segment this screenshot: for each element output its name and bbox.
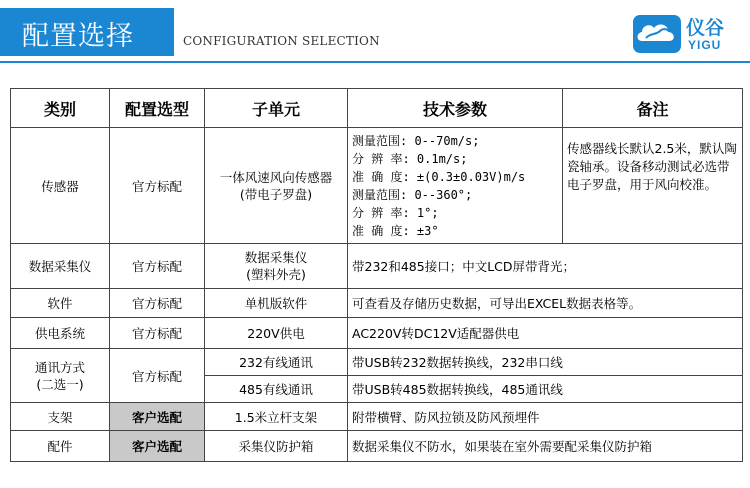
power-param: AC220V转DC12V适配器供电 [348, 318, 743, 349]
collector-unit-line2: (塑料外壳) [246, 267, 306, 282]
header-params: 技术参数 [348, 89, 563, 128]
bracket-unit: 1.5米立杆支架 [205, 403, 348, 431]
sensor-param-line: 测量范围: 0--360°; [352, 187, 473, 202]
header-category: 类别 [11, 89, 110, 128]
table-row-power [11, 318, 743, 349]
title-banner [0, 8, 174, 56]
comm-category-line2: (二选一) [36, 376, 84, 392]
bracket-config: 客户选配 [110, 403, 205, 431]
accessory-config: 客户选配 [110, 431, 205, 462]
table-row-collector [11, 244, 743, 289]
configuration-table [10, 88, 743, 462]
sensor-note: 传感器线长默认2.5米，默认陶瓷轴承。设备移动测试必选带电子罗盘，用于风向校准。 [563, 128, 743, 244]
sensor-unit-line1: 一体风速风向传感器 [219, 169, 333, 185]
header-divider [0, 61, 750, 63]
collector-unit [205, 244, 348, 289]
sensor-param-line: 准 确 度: ±(0.3±0.03V)m/s [352, 169, 526, 184]
sensor-category: 传感器 [11, 128, 110, 244]
sensor-param-line: 分 辨 率: 0.1m/s; [352, 151, 468, 166]
sensor-unit-line2: (带电子罗盘) [239, 186, 313, 202]
brand-logo [632, 12, 742, 56]
page-subtitle: CONFIGURATION SELECTION [183, 34, 380, 48]
sensor-unit [205, 128, 348, 244]
header-notes: 备注 [563, 89, 743, 128]
table-row-comm-232 [11, 349, 743, 376]
table-row-software [11, 289, 743, 318]
table-row-accessory [11, 431, 743, 462]
sensor-param-line: 分 辨 率: 1°; [352, 205, 439, 220]
sensor-config: 官方标配 [110, 128, 205, 244]
collector-param: 带232和485接口；中文LCD屏带背光； [348, 244, 743, 289]
header-subunit: 子单元 [205, 89, 348, 128]
bracket-category: 支架 [11, 403, 110, 431]
sensor-param-line: 测量范围: 0--70m/s; [352, 133, 480, 148]
software-unit: 单机版软件 [205, 289, 348, 318]
accessory-param: 数据采集仪不防水，如果装在室外需要配采集仪防护箱 [348, 431, 743, 462]
comm-category [11, 349, 110, 403]
accessory-unit: 采集仪防护箱 [205, 431, 348, 462]
comm-param-232: 带USB转232数据转换线，232串口线 [348, 349, 743, 376]
comm-param-485: 带USB转485数据转换线，485通讯线 [348, 376, 743, 403]
collector-unit-line1: 数据采集仪 [244, 250, 308, 265]
power-config: 官方标配 [110, 318, 205, 349]
comm-unit-232: 232有线通讯 [205, 349, 348, 376]
collector-config: 官方标配 [110, 244, 205, 289]
logo-en-text: YIGU [688, 38, 722, 52]
power-category: 供电系统 [11, 318, 110, 349]
logo-cloud-icon [632, 14, 682, 54]
power-unit: 220V供电 [205, 318, 348, 349]
accessory-category: 配件 [11, 431, 110, 462]
comm-category-line1: 通讯方式 [34, 359, 85, 375]
bracket-param: 附带横臂、防风拉锁及防风预埋件 [348, 403, 743, 431]
comm-unit-485: 485有线通讯 [205, 376, 348, 403]
table-header-row [11, 89, 743, 128]
collector-category: 数据采集仪 [11, 244, 110, 289]
comm-config: 官方标配 [110, 349, 205, 403]
page-title: 配置选择 [22, 21, 134, 52]
table-row-sensor [11, 128, 743, 244]
sensor-params [348, 128, 563, 244]
software-config: 官方标配 [110, 289, 205, 318]
sensor-param-line: 准 确 度: ±3° [352, 223, 439, 238]
table-row-bracket [11, 403, 743, 431]
header-config: 配置选型 [110, 89, 205, 128]
software-param: 可查看及存储历史数据，可导出EXCEL数据表格等。 [348, 289, 743, 318]
logo-cn-text: 仪谷 [686, 17, 725, 39]
software-category: 软件 [11, 289, 110, 318]
